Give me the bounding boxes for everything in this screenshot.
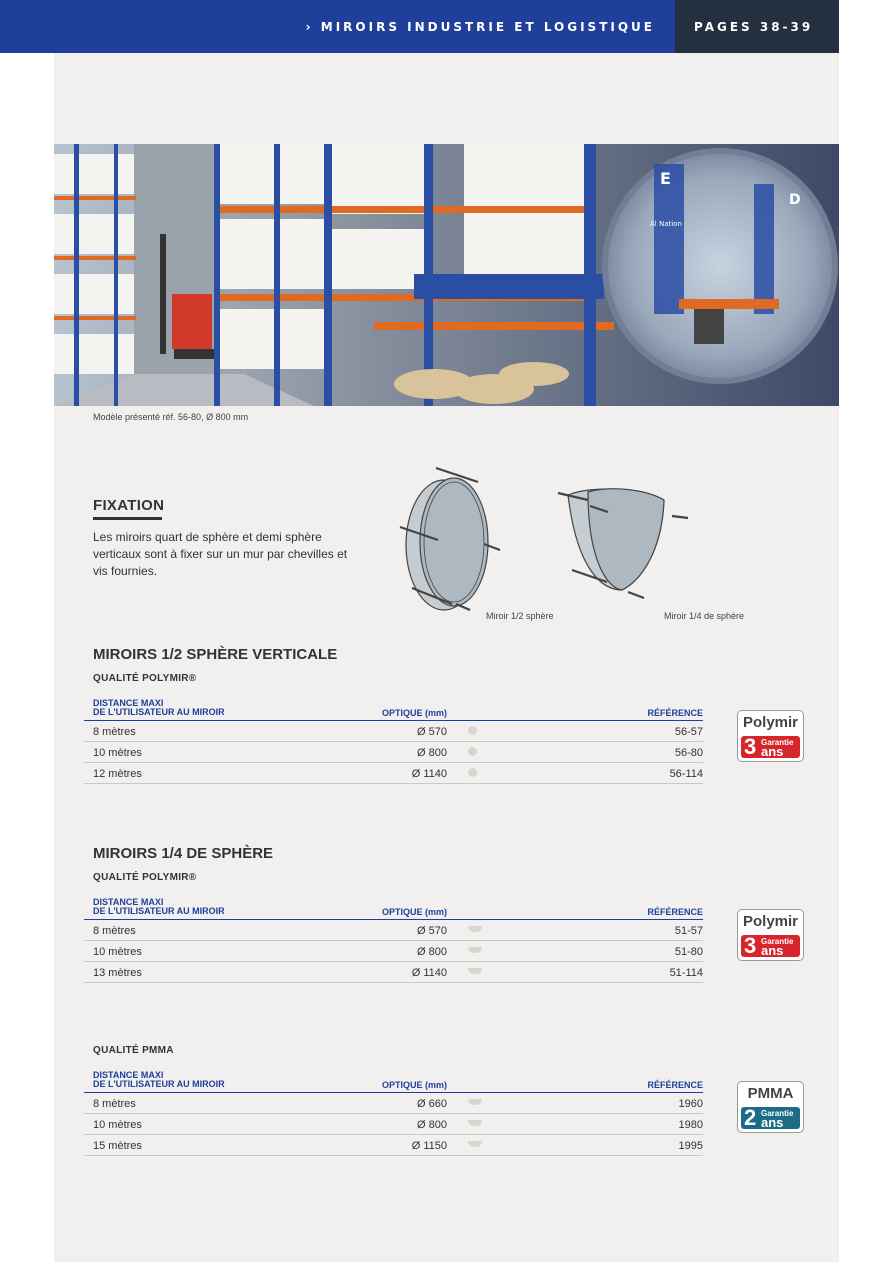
table-header — [84, 898, 703, 920]
row-reference: 56-57 — [674, 726, 703, 738]
col-optique: OPTIQUE (mm) — [381, 1080, 447, 1090]
badge-guarantee: Garantie — [761, 738, 794, 747]
half-circle-icon — [468, 968, 482, 974]
fixation-text: Les miroirs quart de sphère et demi sphère verticaux sont à fixer sur un mur par chevilles et vis fournies. — [93, 530, 348, 578]
row-distance: 8 mètres — [93, 1098, 136, 1110]
circle-icon — [468, 726, 477, 735]
table-header — [84, 699, 703, 721]
col-distance-line2: DE L'UTILISATEUR AU MIROIR — [93, 707, 225, 717]
table-3-quality: QUALITÉ PMMA — [93, 1045, 174, 1056]
row-reference: 56-80 — [674, 747, 703, 759]
table-row — [84, 763, 703, 784]
product-table-1 — [84, 699, 703, 784]
polymir-guarantee-badge — [737, 909, 804, 961]
table-header — [84, 1071, 703, 1093]
row-optique: Ø 800 — [417, 747, 447, 759]
row-reference: 1960 — [678, 1098, 703, 1110]
row-optique: Ø 800 — [417, 1119, 447, 1131]
badge-unit: ans — [761, 1115, 784, 1130]
quarter-sphere-drawing — [558, 489, 688, 598]
row-reference: 51-80 — [674, 946, 703, 958]
row-distance: 12 mètres — [93, 768, 142, 780]
header-bar — [0, 0, 675, 53]
half-circle-icon — [468, 926, 482, 932]
pmma-guarantee-badge — [737, 1081, 804, 1133]
badge-years: 2 — [744, 1105, 757, 1130]
table-2-title: MIROIRS 1/4 DE SPHÈRE — [93, 845, 274, 862]
row-reference: 51-57 — [674, 925, 703, 937]
half-sphere-drawing — [400, 468, 500, 610]
row-optique: Ø 800 — [417, 946, 447, 958]
circle-icon — [468, 768, 477, 777]
section-title: › MIROIRS INDUSTRIE ET LOGISTIQUE — [305, 20, 655, 34]
col-distance-line2: DE L'UTILISATEUR AU MIROIR — [93, 906, 225, 916]
badge-years: 3 — [744, 933, 757, 958]
product-table-2 — [84, 898, 703, 983]
col-optique: OPTIQUE (mm) — [381, 708, 447, 718]
polymir-guarantee-badge — [737, 710, 804, 762]
col-reference: RÉFÉRENCE — [647, 708, 703, 718]
table-row — [84, 962, 703, 983]
table-row — [84, 1114, 703, 1135]
badge-years: 3 — [744, 734, 757, 759]
row-optique: Ø 660 — [417, 1098, 447, 1110]
aisle-letter-d: D — [789, 192, 801, 208]
table-row — [84, 1093, 703, 1114]
badge-brand: PMMA — [747, 1085, 794, 1102]
photo-caption: Modèle présenté réf. 56-80, Ø 800 mm — [93, 412, 249, 422]
row-optique: Ø 570 — [417, 726, 447, 738]
half-circle-icon — [468, 1141, 482, 1147]
row-distance: 13 mètres — [93, 967, 142, 979]
row-distance: 8 mètres — [93, 726, 136, 738]
badge-guarantee: Garantie — [761, 937, 794, 946]
table-row — [84, 920, 703, 941]
fixation-diagram — [392, 460, 712, 620]
badge-brand: Polymir — [742, 913, 799, 930]
caption-quarter-sphere: Miroir 1/4 de sphère — [664, 611, 745, 621]
row-optique: Ø 570 — [417, 925, 447, 937]
circle-icon — [468, 747, 477, 756]
caption-half-sphere: Miroir 1/2 sphère — [486, 611, 554, 621]
col-distance-line1: DISTANCE MAXI — [93, 897, 164, 907]
table-1-title: MIROIRS 1/2 SPHÈRE VERTICALE — [93, 646, 338, 663]
row-optique: Ø 1140 — [411, 967, 447, 979]
col-distance-line2: DE L'UTILISATEUR AU MIROIR — [93, 1079, 225, 1089]
badge-band — [741, 1107, 800, 1129]
row-distance: 15 mètres — [93, 1140, 142, 1152]
row-reference: 56-114 — [669, 768, 703, 780]
half-circle-icon — [468, 1099, 482, 1105]
row-distance: 10 mètres — [93, 1119, 142, 1131]
badge-unit: ans — [761, 744, 784, 759]
product-table-3 — [84, 1071, 703, 1156]
badge-band — [741, 935, 800, 957]
warehouse-sign-text: Al Nation — [650, 220, 682, 228]
fixation-underline — [93, 517, 162, 520]
row-distance: 10 mètres — [93, 747, 142, 759]
row-distance: 8 mètres — [93, 925, 136, 937]
col-reference: RÉFÉRENCE — [647, 1080, 703, 1090]
row-reference: 51-114 — [669, 967, 703, 979]
badge-brand: Polymir — [742, 714, 799, 731]
row-reference: 1980 — [678, 1119, 703, 1131]
table-1-quality: QUALITÉ POLYMIR® — [93, 673, 197, 684]
table-row — [84, 742, 703, 763]
badge-unit: ans — [761, 943, 784, 958]
warehouse-photo — [54, 144, 839, 406]
col-reference: RÉFÉRENCE — [647, 907, 703, 917]
col-distance-line1: DISTANCE MAXI — [93, 698, 164, 708]
row-distance: 10 mètres — [93, 946, 142, 958]
row-reference: 1995 — [678, 1140, 703, 1152]
table-row — [84, 941, 703, 962]
fixation-title: FIXATION — [93, 497, 165, 514]
badge-guarantee: Garantie — [761, 1109, 794, 1118]
table-2-quality: QUALITÉ POLYMIR® — [93, 872, 197, 883]
table-row — [84, 721, 703, 742]
aisle-letter-e: E — [660, 169, 671, 188]
row-optique: Ø 1140 — [411, 768, 447, 780]
badge-band — [741, 736, 800, 758]
col-optique: OPTIQUE (mm) — [381, 907, 447, 917]
col-distance-line1: DISTANCE MAXI — [93, 1070, 164, 1080]
half-circle-icon — [468, 1120, 482, 1126]
table-row — [84, 1135, 703, 1156]
half-circle-icon — [468, 947, 482, 953]
page-numbers: PAGES 38-39 — [675, 0, 839, 53]
row-optique: Ø 1150 — [411, 1140, 447, 1152]
